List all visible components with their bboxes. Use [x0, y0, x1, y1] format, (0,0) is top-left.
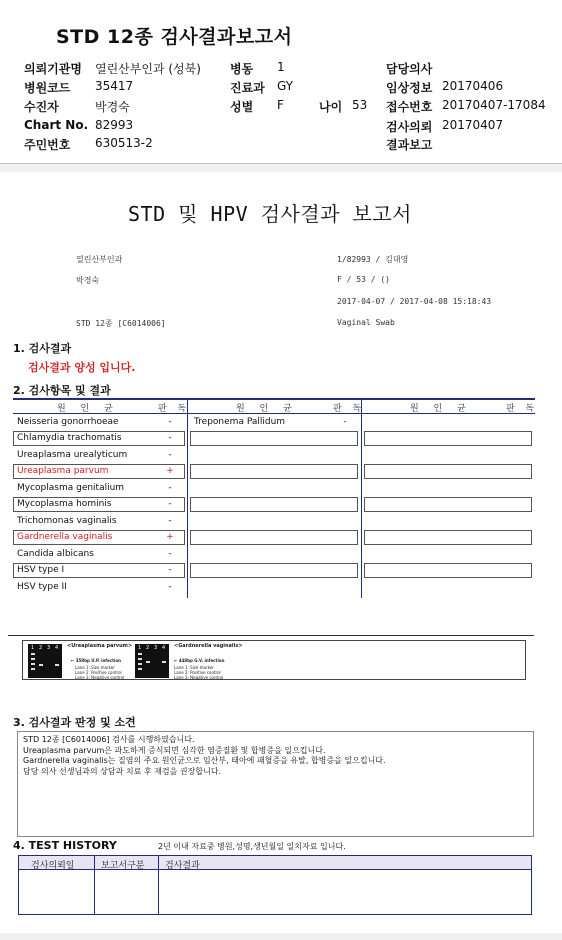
gel-image-ureaplasma	[28, 644, 62, 678]
lane-number: 1	[138, 645, 142, 651]
info-test-code: STD 12종 [C6014006]	[76, 319, 166, 328]
section2-title: 2. 검사항목 및 결과	[13, 384, 111, 397]
legend-line: Lane 3: Negative control	[75, 675, 125, 680]
col2-header-pathogen: 원 인 균	[236, 404, 298, 414]
empty-row-box	[190, 464, 358, 479]
col1-header-pathogen: 원 인 균	[57, 404, 119, 414]
results-table-divider-1	[187, 398, 188, 598]
lane-number: 3	[154, 645, 158, 651]
history-divider-2	[158, 855, 159, 915]
empty-row-box	[364, 464, 532, 479]
col2-header-judgement: 판 독	[333, 404, 366, 414]
pathogen-result: -	[168, 565, 172, 575]
pathogen-result: -	[168, 499, 172, 509]
field-label-hospital-code: 병원코드	[24, 81, 71, 95]
summary-sheet	[0, 0, 562, 164]
opinion-line: Ureaplasma parvum은 과도하게 증식되면 심각한 염증질환 및 합병증을 일으킵니다.	[23, 745, 326, 755]
pathogen-result-positive: +	[166, 532, 174, 542]
field-label-clinic: 의뢰기관명	[24, 62, 82, 76]
info-specimen: Vaginal Swab	[337, 318, 395, 327]
lane-number: 4	[55, 645, 59, 651]
pathogen-result: -	[168, 516, 172, 526]
lane-number: 3	[47, 645, 51, 651]
empty-row-box	[364, 431, 532, 446]
legend-line: Lane 2: Positive control	[174, 670, 221, 675]
legend-line: Lane 3: Negative control	[174, 675, 224, 680]
gel-title-gardnerella: <Gardnerella vaginalis>	[174, 643, 243, 649]
section4-title: 4. TEST HISTORY	[13, 839, 117, 852]
pathogen-name: Mycoplasma hominis	[17, 499, 112, 509]
field-label-sex: 성별	[230, 100, 254, 114]
history-table-body	[18, 870, 532, 915]
report-sheet	[0, 172, 562, 933]
field-label-report-date: 결과보고	[386, 138, 433, 152]
results-table-top-rule	[13, 398, 535, 400]
field-value-request-date: 20170407	[442, 118, 504, 132]
lane-number: 2	[39, 645, 43, 651]
pathogen-result: -	[168, 450, 172, 460]
pathogen-name-positive: Ureaplasma parvum	[17, 466, 109, 476]
pathogen-name: Ureaplasma urealyticum	[17, 450, 128, 460]
field-value-resident-no: 630513-2	[95, 136, 153, 150]
opinion-box	[17, 731, 534, 837]
col1-header-judgement: 판 독	[158, 404, 191, 414]
info-patient: 박경숙	[76, 276, 100, 285]
col3-header-judgement: 판 독	[506, 404, 539, 414]
field-label-clinical-info: 임상정보	[386, 81, 433, 95]
gel-image-gardnerella	[135, 644, 169, 678]
field-label-patient: 수진자	[24, 100, 59, 114]
info-sex-age: F / 53 / ()	[337, 275, 390, 284]
section1-result: 검사결과 양성 입니다.	[28, 361, 136, 374]
field-value-sex: F	[277, 98, 284, 112]
gel-panel-top-rule	[8, 635, 534, 636]
history-col-result: 검사결과	[165, 861, 200, 871]
legend-line: Lane 1: Size marker	[75, 665, 115, 670]
pathogen-result-positive: +	[166, 466, 174, 476]
field-label-resident-no: 주민번호	[24, 138, 71, 152]
lane-number: 4	[162, 645, 166, 651]
opinion-line: 담당 의사 선생님과의 상담과 치료 후 재검을 권장합니다.	[23, 766, 222, 776]
gel-panel	[22, 640, 526, 680]
gel-band-gardnerella: ← 448bp G.V. infection	[174, 658, 225, 663]
history-table-header	[18, 855, 532, 870]
pathogen-name: Trichomonas vaginalis	[17, 516, 117, 526]
field-value-receipt-no: 20170407-17084	[442, 98, 546, 112]
info-chart-doctor: 1/82993 / 김대영	[337, 255, 409, 264]
field-label-ward: 병동	[230, 62, 254, 76]
history-divider-1	[94, 855, 95, 915]
pathogen-name-positive: Gardnerella vaginalis	[17, 532, 113, 542]
opinion-line: Gardnerella vaginalis는 질염의 주요 원인균으로 임산부, 태아에 패혈증을 유발, 합병증을 일으킵니다.	[23, 756, 386, 765]
field-label-department: 진료과	[230, 81, 265, 95]
pathogen-name: Chlamydia trachomatis	[17, 433, 122, 443]
pathogen-name: Mycoplasma genitalium	[17, 483, 125, 493]
gel-legend-gardnerella	[174, 665, 223, 680]
pathogen-result: -	[168, 483, 172, 493]
legend-line: Lane 2: Positive control	[75, 670, 122, 675]
empty-row-box	[364, 530, 532, 545]
empty-row-box	[364, 497, 532, 512]
section1-title: 1. 검사결과	[13, 342, 72, 355]
field-value-age: 53	[352, 98, 368, 112]
pathogen-name: Candida albicans	[17, 549, 94, 559]
pathogen-result: -	[168, 433, 172, 443]
history-col-report-type: 보고서구분	[101, 861, 145, 871]
pathogen-name: Treponema Pallidum	[194, 417, 286, 427]
legend-line: Lane 1: Size marker	[174, 665, 214, 670]
field-label-age: 나이	[319, 100, 343, 114]
field-value-chart-no: 82993	[95, 118, 134, 132]
pathogen-result: -	[168, 582, 172, 592]
opinion-line: STD 12종 [C6014006] 검사를 시행하였습니다.	[23, 735, 195, 744]
gel-legend-ureaplasma	[75, 665, 124, 680]
report-title: STD 및 HPV 검사결과 보고서	[128, 202, 412, 226]
empty-row-box	[190, 563, 358, 578]
lane-number: 2	[146, 645, 150, 651]
field-value-clinical-info: 20170406	[442, 79, 504, 93]
empty-row-box	[190, 497, 358, 512]
empty-row-box	[190, 431, 358, 446]
field-value-hospital-code: 35417	[95, 79, 134, 93]
lane-number: 1	[31, 645, 35, 651]
field-value-department: GY	[277, 79, 294, 93]
history-note: 2년 이내 자료중 병원,성명,생년월일 일치자료 입니다.	[158, 842, 346, 851]
section3-title: 3. 검사결과 판정 및 소견	[13, 716, 136, 729]
field-label-receipt-no: 접수번호	[386, 100, 433, 114]
field-value-ward: 1	[277, 60, 285, 74]
pathogen-name: HSV type II	[17, 582, 67, 592]
field-label-request-date: 검사의뢰	[386, 120, 433, 134]
empty-row-box	[364, 563, 532, 578]
field-label-doctor: 담당의사	[386, 62, 433, 76]
pathogen-result: -	[168, 549, 172, 559]
gel-band-ureaplasma: ← 358bp U.P. infection	[71, 658, 122, 663]
col3-header-pathogen: 원 인 균	[410, 404, 472, 414]
gel-title-ureaplasma: <Ureaplasma parvum>	[67, 643, 133, 649]
field-value-patient: 박경숙	[95, 100, 130, 114]
history-col-request-date: 검사의뢰일	[31, 861, 75, 871]
field-label-chart-no: Chart No.	[24, 118, 89, 132]
field-value-clinic: 열린산부인과 (성북)	[95, 62, 201, 76]
pathogen-name: HSV type I	[17, 565, 65, 575]
pathogen-name: Neisseria gonorrhoeae	[17, 417, 119, 427]
results-table-divider-2	[361, 398, 362, 598]
pathogen-result: -	[168, 417, 172, 427]
pathogen-result: -	[343, 417, 347, 427]
info-dates: 2017-04-07 / 2017-04-08 15:18:43	[337, 297, 492, 306]
empty-row-box	[190, 530, 358, 545]
summary-title: STD 12종 검사결과보고서	[56, 26, 293, 48]
info-clinic: 열린산부인과	[76, 255, 123, 264]
